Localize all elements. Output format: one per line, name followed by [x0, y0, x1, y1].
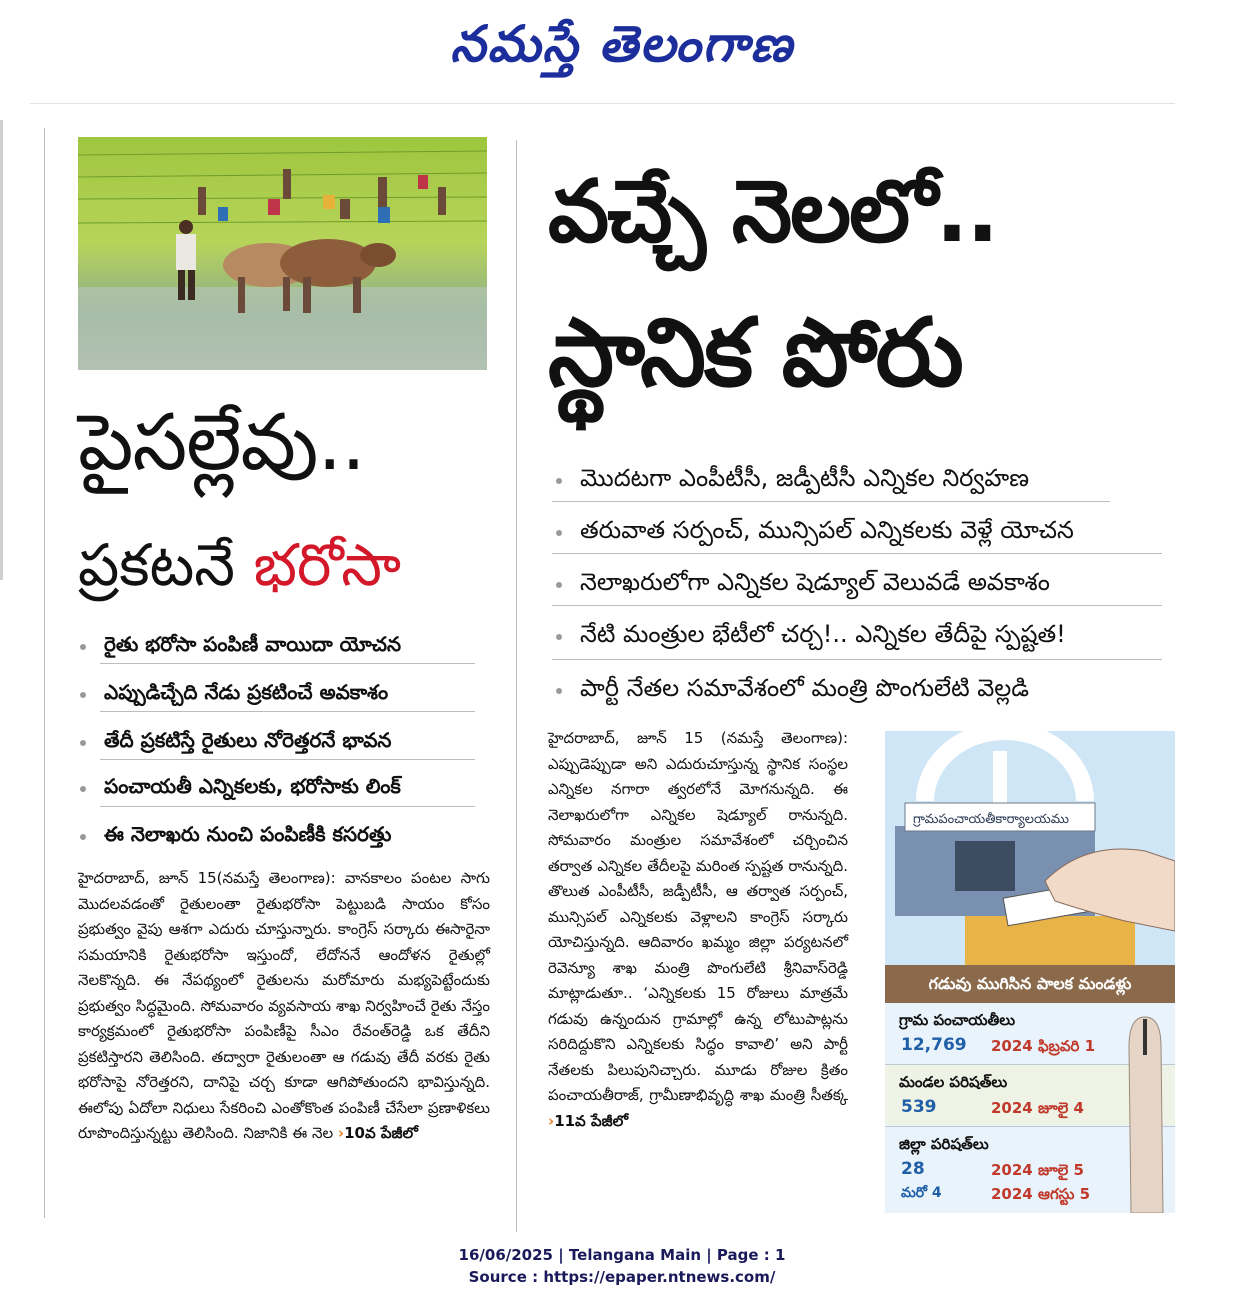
- continue-arrow-icon: ›: [337, 1124, 345, 1142]
- left-column-rule: [44, 128, 45, 1218]
- bullet-divider: [552, 553, 1162, 554]
- masthead-divider: [30, 103, 1175, 104]
- info-row-heading: మండల పరిషత్‌లు: [899, 1073, 1008, 1091]
- info-row-heading: జిల్లా పరిషత్‌లు: [899, 1135, 989, 1153]
- right-bullet: మొదటగా ఎంపీటీసీ, జడ్పీటీసీ ఎన్నికల నిర్వహణ: [556, 464, 1029, 498]
- bullet-divider: [100, 711, 475, 712]
- inked-finger-icon: [1117, 1007, 1175, 1213]
- bullet-dot-icon: [80, 740, 86, 746]
- left-bullet: ఎప్పుడిచ్చేది నేడు ప్రకటించే అవకాశం: [80, 680, 388, 709]
- left-bullet: ఈ నెలాఖరు నుంచి పంపిణీకి కసరత్తు: [80, 822, 391, 851]
- paddy-field-photo: [78, 137, 487, 370]
- main-headline-line2: స్థానిక పోరు: [548, 299, 962, 408]
- right-bullet: తరువాత సర్పంచ్, మున్సిపల్ ఎన్నికలకు వెళ్లే యోచన: [556, 516, 1074, 550]
- right-story-continued-link[interactable]: ›11వ పేజీలో: [548, 1111, 629, 1130]
- bullet-divider: [552, 605, 1162, 606]
- info-row-date: 2024 జూలై 4: [991, 1099, 1084, 1117]
- info-row-heading: గ్రామ పంచాయతీలు: [899, 1011, 1016, 1029]
- panchayat-sign-text: గ్రామపంచాయతీకార్యాలయము: [913, 812, 1069, 827]
- newspaper-logo: నమస్తే తెలంగాణ: [450, 14, 794, 73]
- bullet-dot-icon: [80, 786, 86, 792]
- bullet-dot-icon: [556, 478, 562, 484]
- left-story-text: హైదరాబాద్, జూన్ 15(నమస్తే తెలంగాణ): వానకాలం పంటల సాగు మొదలవడంతో రైతులంతా రైతుభరోసా పెట్టుబడి సాయం కోసం ప్రభుత్వం వైపు ఆశగా ఎదురు చూస్తున్నారు. కాంగ్రెస్ సర్కారు ఈసారైనా సమయానికి రైతుభరోసా ఇస్తుందో, లేదోననే ఆందోళన రైతుల్లో నెలకొన్నది. ఈ నేపథ్యంలో రైతులను మరోమారు మభ్యపెట్టేందుకు ప్రభుత్వం సిద్ధమైంది. సోమవారం వ్యవసాయ శాఖ నిర్వహించే రైతు నేస్తం కార్యక్రమంలో రైతుభరోసా పంపిణీపై సీఎం రేవంత్‌రెడ్డి ఒక తేదీని ప్రకటిస్తారని తెలిసింది. తద్వారా రైతులంతా ఆ గడువు తేదీ వరకు రైతు భరోసాపై నోరెత్తరని, దానిపై చర్చ కూడా ఆగిపోతుందని భావిస్తున్నది. ఈలోపు ఏదోలా నిధులు సేకరించి ఎంతోకొంత పంపిణీ చేసేలా ప్రణాళికలు రూపొందిస్తున్నట్టు తెలిసింది. నిజానికి ఈ నెల: [78, 869, 490, 1142]
- info-row-date: 2024 ఫిబ్రవరి 1: [991, 1037, 1096, 1055]
- bullet-dot-icon: [80, 834, 86, 840]
- right-story-text: హైదరాబాద్, జూన్ 15 (నమస్తే తెలంగాణ): ఎప్పుడెప్పుడా అని ఎదురుచూస్తున్న స్థానిక సంస్థల ఎన్నికల నగారా త్వరలోనే మోగనున్నది. ఈ నెలాఖరులోగా ఎన్నికల షెడ్యూల్ రానున్నది. సోమవారం మంత్రుల సమావేశంలో చర్చించిన తర్వాత ఎన్నికల తేదీలపై మరింత స్పష్టత రానున్నది. తొలుత ఎంపీటీసీ, జడ్పీటీసీ, ఆ తర్వాత సర్పంచ్, మున్సిపల్ ఎన్నికలకు వెళ్లాలని కాంగ్రెస్ సర్కారు యోచిస్తున్నది. ఆదివారం ఖమ్మం జిల్లా పర్యటనలో రెవెన్యూ శాఖ మంత్రి పొంగులేటి శ్రీనివాస్‌రెడ్డి మాట్లాడుతూ.. ‘ఎన్నికలకు 15 రోజులు మాత్రమే గడువు ఉన్నందున గ్రామాల్లో ఉన్న లోటుపాట్లను సరిదిద్దుకొని ఎన్నికలకు సిద్ధం కావాలి’ అని పార్టీ నేతలకు పిలుపునిచ్చారు. మూడు రోజుల క్రితం పంచాయతీరాజ్, గ్రామీణాభివృద్ధి శాఖ మంత్రి సీతక్క: [548, 729, 848, 1104]
- left-subheadline-prefix: ప్రకటనే: [78, 531, 254, 599]
- bullet-dot-icon: [80, 692, 86, 698]
- bullet-divider: [100, 806, 475, 807]
- info-row-extra-date: 2024 ఆగస్టు 5: [991, 1185, 1091, 1203]
- left-subheadline: [78, 515, 498, 615]
- left-bullet: పంచాయతీ ఎన్నికలకు, భరోసాకు లింక్: [80, 774, 401, 803]
- continue-arrow-icon: ›: [548, 1111, 555, 1130]
- masthead: [0, 0, 1244, 100]
- info-row-count: 12,769: [901, 1035, 967, 1055]
- right-bullet: పార్టీ నేతల సమావేశంలో మంత్రి పొంగులేటి వెల్లడి: [556, 674, 1029, 708]
- right-bullet: నేటి మంత్రుల భేటీలో చర్చ!.. ఎన్నికల తేదీపై స్పష్టత!: [556, 620, 1066, 654]
- left-story-continued-link[interactable]: ›10వ పేజీలో: [337, 1124, 418, 1142]
- info-row-count: 539: [901, 1097, 937, 1117]
- left-headline: పైసల్లేవు..: [78, 398, 365, 488]
- bullet-dot-icon: [556, 582, 562, 588]
- left-subheadline-accent: భరోసా: [253, 531, 402, 599]
- page-footer-source: Source : https://epaper.ntnews.com/: [468, 1268, 776, 1286]
- bullet-divider: [100, 663, 475, 664]
- info-row-extra-count: మరో 4: [901, 1185, 942, 1201]
- right-bullet: నెలాఖరులోగా ఎన్నికల షెడ్యూల్ వెలువడే అవకాశం: [556, 568, 1050, 602]
- infographic-banner: గడువు ముగిసిన పాలక మండళ్లు: [885, 965, 1175, 1003]
- middle-column-rule: [516, 140, 517, 1232]
- bullet-dot-icon: [80, 644, 86, 650]
- bullet-divider: [552, 501, 1110, 502]
- bullet-divider: [552, 659, 1162, 660]
- bullet-dot-icon: [556, 634, 562, 640]
- bullet-divider: [100, 759, 475, 760]
- main-headline: వచ్చే నెలలో..: [548, 162, 997, 262]
- left-bullet: తేదీ ప్రకటిస్తే రైతులు నోరెత్తరనే భావన: [80, 728, 391, 757]
- ballot-illustration: [885, 731, 1175, 965]
- right-story-body: [548, 726, 848, 1134]
- bullet-dot-icon: [556, 530, 562, 536]
- page-footer-info: 16/06/2025 | Telangana Main | Page : 1: [458, 1246, 786, 1264]
- info-row-date: 2024 జూలై 5: [991, 1161, 1084, 1179]
- info-row-count: 28: [901, 1159, 925, 1179]
- infographic: [885, 731, 1175, 1213]
- bullet-dot-icon: [556, 688, 562, 694]
- page-edge: [0, 120, 3, 580]
- left-bullet: రైతు భరోసా పంపిణీ వాయిదా యోచన: [80, 632, 401, 661]
- left-story-body: [78, 866, 490, 1147]
